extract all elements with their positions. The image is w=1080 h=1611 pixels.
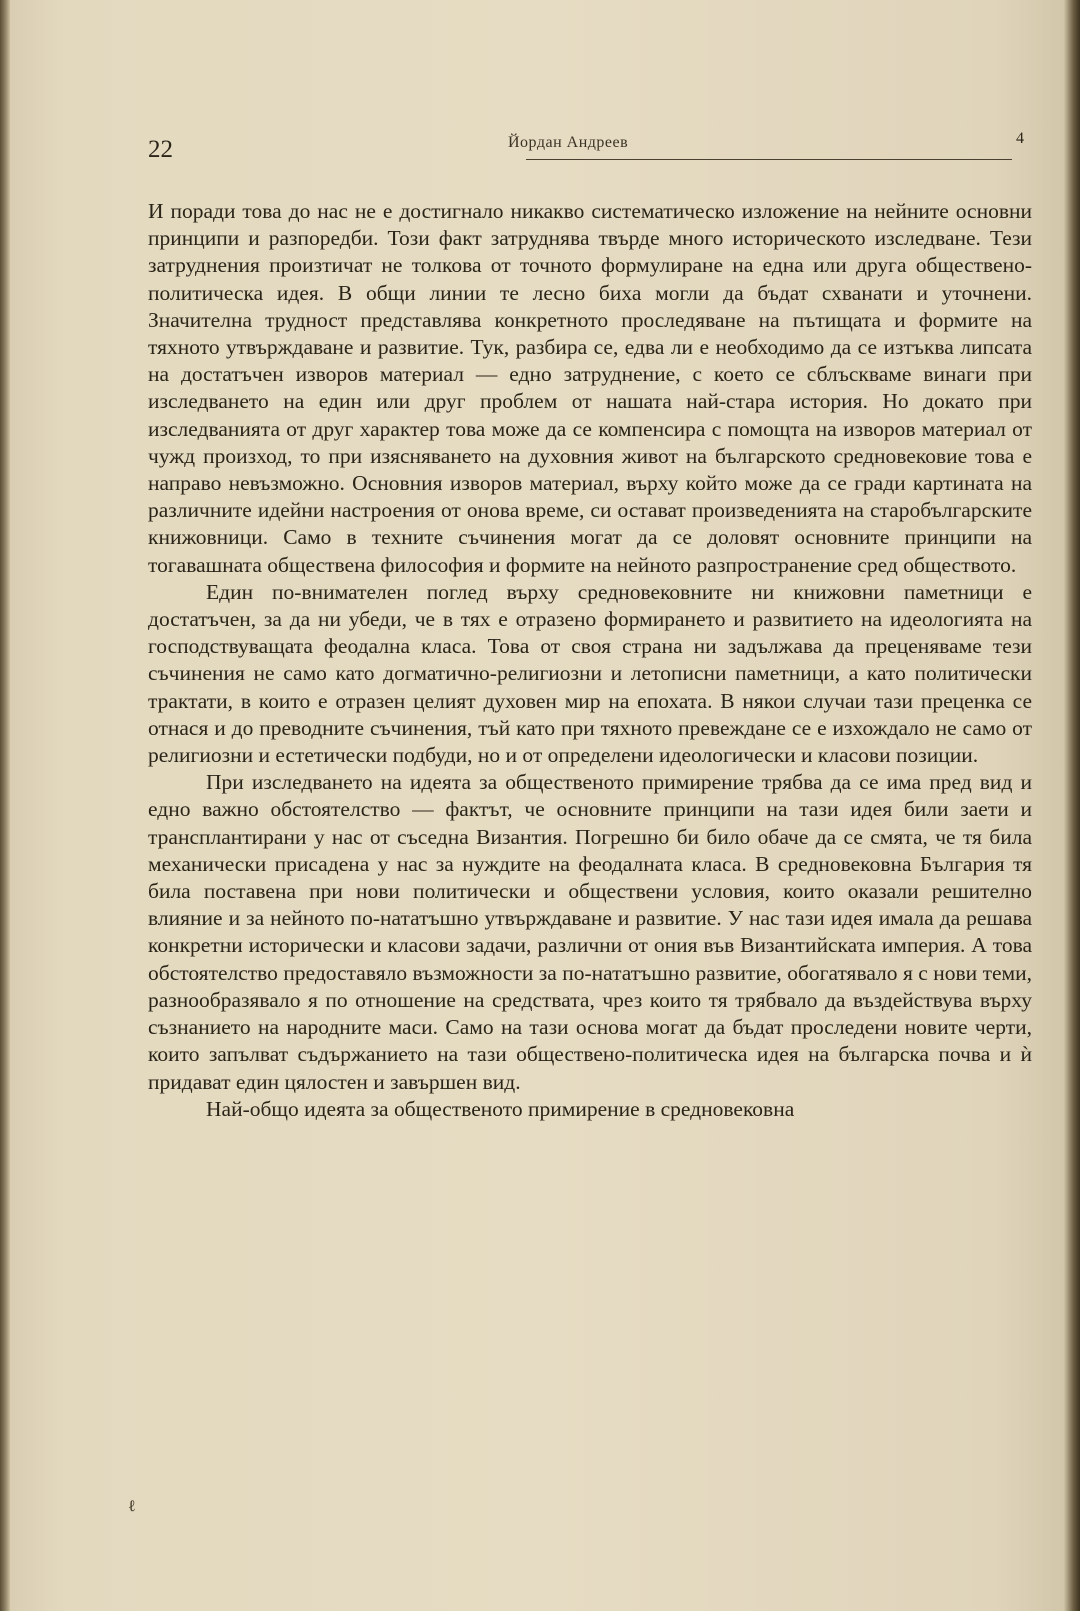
header-rule [526, 159, 1012, 160]
corner-mark: 4 [1016, 130, 1024, 147]
paragraph-2: Един по-внимателен поглед върху средновековните ни книжовни паметници е достатъчен, за да ни убеди, че в тях е отразено формирането и развитието на идеологията на господствуващата феодална класа. Това от своя страна ни задължава да преценяваме тези съчинения не само като догматично-религиозни и летописни паметници, а като политически трактати, в които е отразен целият духовен мир на епохата. В някои случаи тази преценка се отнася и до преводните съчинения, тъй като при тяхното превеждане се е изхождало не само от религиозни и естетически подбуди, но и от определени идеологически и класови позиции. [148, 579, 1032, 768]
page-right-edge [1064, 0, 1080, 1611]
paragraph-3: При изследването на идеята за общественото примирение трябва да се има пред вид и едно важно обстоятелство — фактът, че основните принципи на тази идея били заети и трансплантирани у нас от съседна Византия. Погрешно би било обаче да се смята, че тя била механически присадена у нас за нуждите на феодалната класа. В средновековна България тя била поставена при нови политически и обществени условия, които оказали решително влияние и за нейното по-нататъшно утвърждаване и развитие. У нас тази идея имала да решава конкретни исторически и класови задачи, различни от ония във Византийската империя. А това обстоятелство предоставяло възможности за по-нататъшно развитие, обогатявало я с нови теми, разнообразявало я по отношение на средствата, чрез които тя трябвало да въздействува върху съзнанието на народните маси. Само на тази основа могат да бъдат проследени новите черти, които запълват съдържанието на тази обществено-политическа идея на българска почва и ѝ придават един цялостен и завършен вид. [148, 770, 1032, 1094]
margin-mark: ℓ [128, 1498, 136, 1515]
running-head-author: Йордан Андреев [508, 134, 629, 151]
paragraph-4: Най-общо идеята за общественото примирение в средновековна [206, 1096, 795, 1121]
body-text [148, 198, 1032, 1123]
page-left-edge [0, 0, 10, 1611]
page-number: 22 [148, 136, 173, 163]
page-header [148, 130, 1030, 166]
paragraph-1: И поради това до нас не е достигнало никакво систематическо изложение на нейните основни принципи и разпоредби. Този факт затруднява твърде много историческото изследване. Тези затруднения произтичат не толкова от точното формулиране на една или друга обществено-политическа идея. В общи линии те лесно биха могли да бъдат схванати и уточнени. Значителна трудност представлява конкретното проследяване на пътищата и формите на тяхното утвърждаване и развитие. Тук, разбира се, едва ли е необходимо да се изтъква липсата на достатъчен изворов материал — едно затруднение, с което се сблъскваме винаги при изследването на един или друг проблем от нашата най-стара история. Но докато при изследванията от друг характер това може да се компенсира с помощта на изворов материал от чужд произход, то при изясняването на духовния живот на българското средновековие това е направо невъзможно. Основния изворов материал, върху който може да се гради картината на различните идейни настроения от онова време, си остават произведенията на старобългарските книжовници. Само в техните съчинения могат да се доловят основните принципи на тогавашната обществена философия и формите на нейното разпространение сред обществото. [148, 199, 1032, 577]
